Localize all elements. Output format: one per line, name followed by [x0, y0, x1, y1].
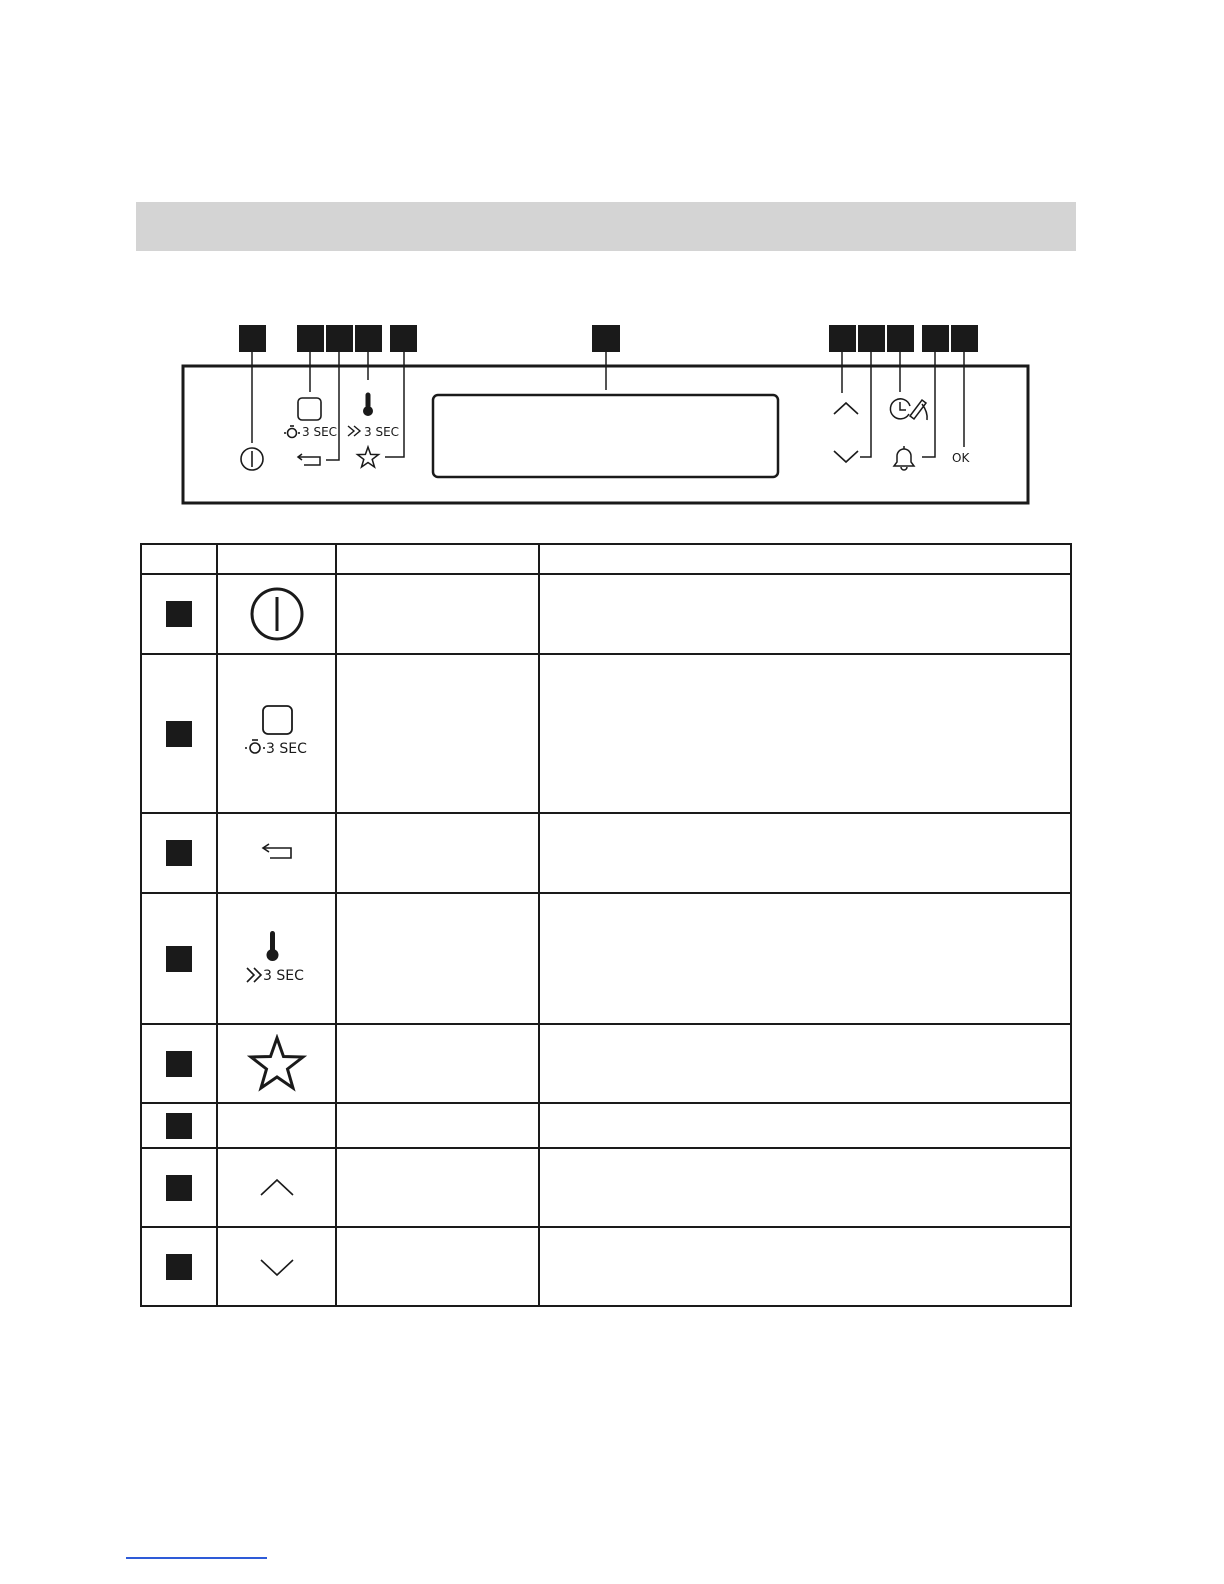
- star-icon: [247, 1034, 307, 1094]
- table-row: [141, 1103, 1071, 1148]
- row-number-marker: [166, 601, 192, 627]
- down-arrow-icon: [834, 451, 858, 462]
- bell-icon: [894, 446, 914, 470]
- callout-square: [355, 325, 382, 352]
- down-arrow-icon: [257, 1255, 297, 1279]
- row-number-marker: [166, 840, 192, 866]
- table-row: [141, 1148, 1071, 1227]
- header-number: [141, 544, 217, 574]
- callout-square: [326, 325, 353, 352]
- row-number-marker: [166, 721, 192, 747]
- footer-link-underline[interactable]: [126, 1557, 267, 1559]
- ok-label: OK: [952, 451, 970, 465]
- table-header-row: [141, 544, 1071, 574]
- callout-square: [390, 325, 417, 352]
- callout-square: [922, 325, 949, 352]
- table-row: [141, 893, 1071, 1024]
- callout-square: [239, 325, 266, 352]
- row-number-marker: [166, 1113, 192, 1139]
- table-row: [141, 654, 1071, 813]
- on-off-icon: [241, 448, 263, 470]
- callout-square: [829, 325, 856, 352]
- callout-square: [887, 325, 914, 352]
- row-number-marker: [166, 1254, 192, 1280]
- table-row: [141, 574, 1071, 654]
- light-button-caption: 3 SEC: [302, 425, 338, 439]
- back-arrow-icon: [298, 454, 320, 465]
- thermometer-fast-heat-icon: [237, 929, 317, 989]
- back-arrow-icon: [257, 841, 297, 865]
- row-number-marker: [166, 946, 192, 972]
- up-arrow-icon: [834, 403, 858, 414]
- callout-square: [858, 325, 885, 352]
- on-off-icon: [247, 584, 307, 644]
- up-arrow-icon: [257, 1176, 297, 1200]
- light-button-icon: [237, 704, 317, 764]
- row-number-marker: [166, 1051, 192, 1077]
- fast-heat-caption: 3 SEC: [262, 967, 304, 984]
- fast-heat-chevrons-icon: [348, 426, 360, 436]
- row-number-marker: [166, 1175, 192, 1201]
- fast-heat-caption: 3 SEC: [364, 425, 400, 439]
- thermometer-icon: [364, 393, 373, 416]
- header-function: [336, 544, 539, 574]
- callout-square: [592, 325, 620, 352]
- display-window: [433, 395, 778, 477]
- light-button-caption: 3 SEC: [265, 740, 307, 757]
- table-row: [141, 1227, 1071, 1306]
- clock-pen-icon: [890, 399, 927, 420]
- control-panel-diagram: [0, 0, 1224, 540]
- callout-square: [951, 325, 978, 352]
- header-symbol: [217, 544, 336, 574]
- star-icon: [358, 447, 379, 467]
- key-table: [140, 543, 1072, 1307]
- callout-square: [297, 325, 324, 352]
- table-row: [141, 813, 1071, 893]
- table-row: [141, 1024, 1071, 1103]
- header-description: [539, 544, 1071, 574]
